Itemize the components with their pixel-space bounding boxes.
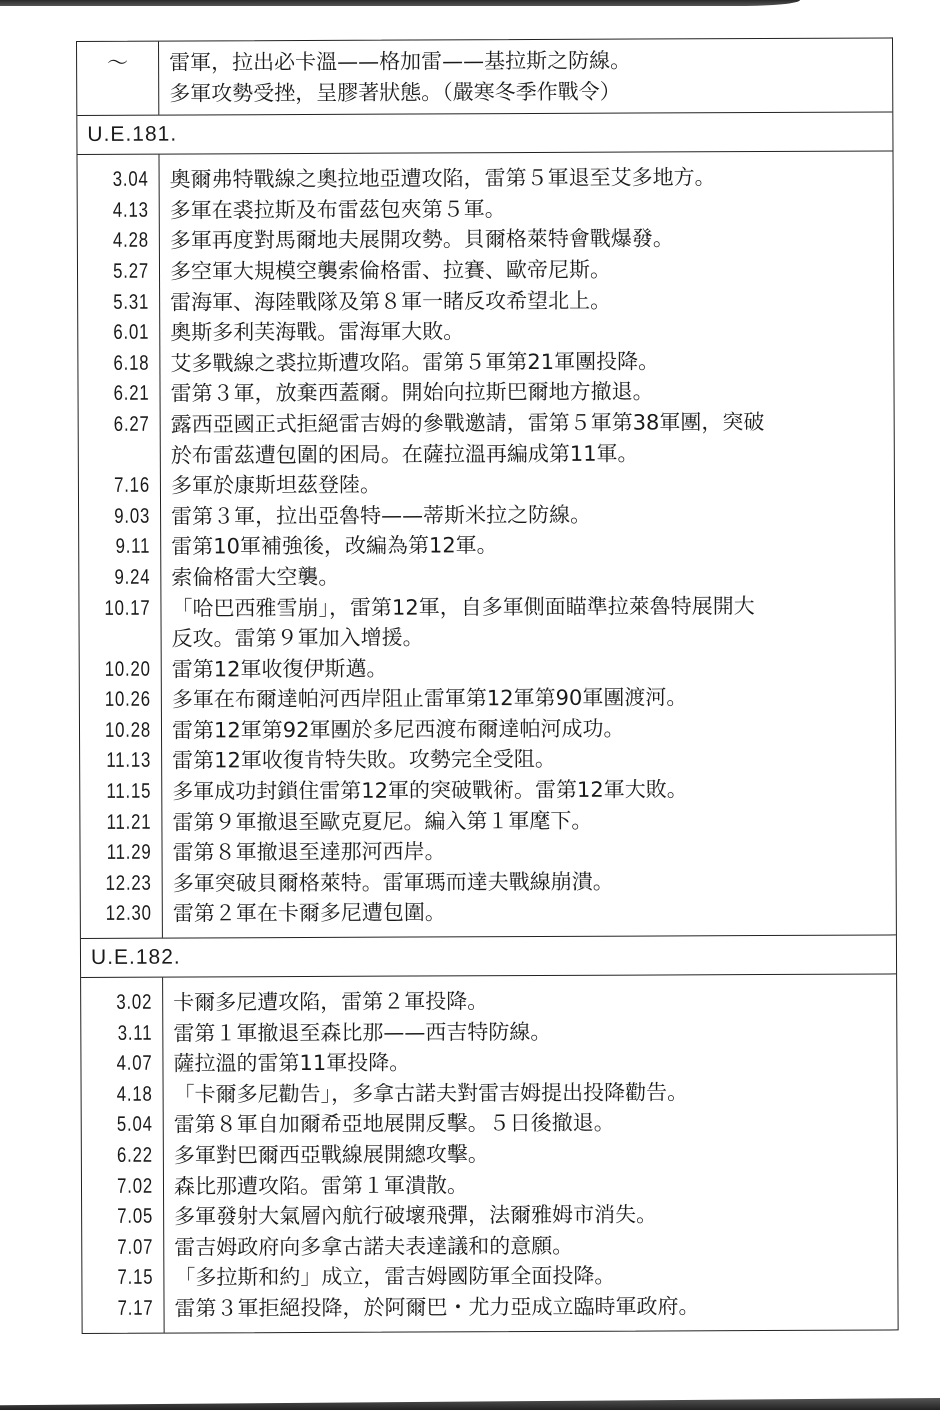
event-date: 10.28 (104, 718, 152, 742)
date-column (77, 155, 162, 938)
event-text: 雷第12軍第92軍團於多尼西渡布爾達帕河成功。 (171, 716, 625, 743)
year-header-row (77, 113, 892, 156)
event-date (93, 440, 150, 471)
event-text: 多軍再度對馬爾地夫展開攻勢。貝爾格萊特會戰爆發。 (169, 226, 674, 253)
event-text: 雷第９軍撤退至歐克夏尼。編入第１軍麾下。 (172, 808, 593, 835)
event-date: 3.02 (116, 990, 153, 1014)
event-text: 「多拉斯和約」成立，雷吉姆國防軍全面投降。 (174, 1264, 616, 1290)
event-text: 雷第８軍撤退至達那河西岸。 (172, 839, 446, 865)
event-date: 5.31 (113, 290, 150, 314)
event-text: 雷第12軍收復伊斯邁。 (171, 656, 388, 682)
event-date: 10.26 (104, 687, 151, 712)
event-date: 9.24 (114, 565, 151, 589)
event-text: 雷第３軍，拉出亞魯特——蒂斯米拉之防線。 (171, 502, 592, 529)
event-text: 露西亞國正式拒絕雷吉姆的參戰邀請，雷第５軍第38軍團，突破 (170, 409, 765, 437)
event-date: 11.15 (106, 779, 152, 803)
event-text: 多軍在裘拉斯及布雷茲包夾第５軍。 (169, 196, 506, 223)
event-text: 反攻。雷第９軍加入增援。 (171, 625, 424, 651)
event-date: 4.28 (112, 229, 149, 253)
event-text: 雷吉姆政府向多拿古諾夫表達議和的意願。 (174, 1233, 574, 1260)
event-text: 雷第３軍，放棄西蓋爾。開始向拉斯巴爾地方撤退。 (170, 379, 654, 406)
event-text: 卡爾多尼遭攻陷，雷第２軍投降。 (173, 989, 489, 1015)
year-header-row (81, 935, 896, 978)
event-date: 6.27 (113, 412, 150, 436)
event-date: 7.02 (117, 1174, 154, 1198)
event-text: 奧斯多利芙海戰。雷海軍大敗。 (170, 319, 465, 345)
intro-date (77, 42, 159, 116)
event-text: 索倫格雷大空襲。 (171, 564, 340, 590)
year-header: U.E.182. (90, 945, 181, 969)
event-text: 多軍對巴爾西亞戰線展開總攻擊。 (173, 1142, 489, 1168)
event-date: 12.23 (105, 871, 152, 895)
event-date: 3.04 (112, 167, 149, 192)
event-date: 11.29 (106, 840, 152, 865)
scan-edge-top (0, 0, 800, 6)
event-column (159, 152, 895, 938)
event-text: 薩拉溫的雷第11軍投降。 (173, 1050, 411, 1076)
event-date: 10.17 (104, 596, 151, 620)
event-text: 雷第10軍補強後，改編為第12軍。 (171, 533, 498, 559)
scan-edge-bottom (0, 1398, 940, 1410)
event-column (163, 974, 898, 1332)
date-column (81, 978, 165, 1333)
intro-text (159, 38, 892, 114)
event-date: 9.11 (115, 534, 151, 559)
event-text: 森比那遭攻陷。雷第１軍潰散。 (173, 1172, 469, 1199)
event-text: 多軍突破貝爾格萊特。雷軍瑪而達夫戰線崩潰。 (172, 869, 614, 896)
timeline-table (76, 37, 899, 1333)
event-text: 雷第１軍撤退至森比那——西吉特防線。 (173, 1019, 552, 1046)
event-date: 3.11 (117, 1021, 153, 1045)
event-date: 11.13 (106, 749, 152, 773)
year-header: U.E.181. (87, 122, 178, 147)
event-date: 12.30 (105, 902, 152, 926)
event-date: 4.07 (116, 1051, 153, 1076)
event-text: 雷第12軍收復肯特失敗。攻勢完全受阻。 (172, 747, 556, 774)
event-text: 雷第２軍在卡爾多尼遭包圍。 (172, 900, 446, 927)
event-text: 多軍發射大氣層內航行破壞飛彈，法爾雅姆市消失。 (174, 1202, 658, 1229)
event-text: 雷海軍、海陸戰隊及第８軍一睹反攻希望北上。 (170, 288, 612, 315)
intro-line: 雷軍，拉出必卡溫——格加雷——基拉斯之防線。 (169, 48, 632, 75)
event-date: 5.04 (116, 1113, 153, 1137)
event-date: 5.27 (113, 259, 150, 283)
event-date: 7.17 (117, 1296, 154, 1320)
event-text: 於布雷茲遭包圍的困局。在薩拉溫再編成第11軍。 (170, 441, 639, 468)
event-date: 7.15 (117, 1266, 154, 1290)
entries-block (77, 152, 895, 939)
event-text: 「哈巴西雅雪崩」，雷第12軍，自多軍側面瞄準拉萊魯特展開大 (171, 593, 755, 621)
event-date: 9.03 (114, 504, 151, 528)
event-date: 11.21 (106, 810, 152, 834)
event-date (94, 624, 151, 655)
event-text: 「卡爾多尼勸告」，多拿古諾夫對雷吉姆提出投降勸告。 (173, 1080, 689, 1107)
event-text: 艾多戰線之裘拉斯遭攻陷。雷第５軍第21軍團投降。 (170, 349, 660, 376)
event-date: 7.05 (117, 1204, 154, 1229)
entries-block (81, 974, 898, 1332)
event-text: 多軍在布爾達帕河西岸阻止雷軍第12軍第90軍團渡河。 (171, 685, 688, 712)
sections (77, 113, 897, 1333)
intro-line: 多軍攻勢受挫，呈膠著狀態。（嚴寒冬季作戰令） (169, 79, 621, 106)
intro-row (77, 38, 892, 116)
event-date: 6.22 (116, 1143, 153, 1167)
tilde-mark: ～ (107, 50, 129, 75)
event-text: 多軍於康斯坦茲登陸。 (170, 472, 381, 498)
event-date: 10.20 (104, 657, 151, 681)
event-date: 7.16 (113, 473, 150, 497)
event-date: 4.18 (116, 1082, 153, 1106)
event-text: 多軍成功封鎖住雷第12軍的突破戰術。雷第12軍大敗。 (172, 777, 688, 804)
event-text: 雷第８軍自加爾希亞地展開反擊。５日後撤退。 (173, 1111, 615, 1137)
event-text: 多空軍大規模空襲索倫格雷、拉賽、歐帝尼斯。 (169, 257, 612, 284)
event-date: 7.07 (117, 1235, 154, 1259)
event-date: 4.13 (112, 198, 149, 222)
event-date: 6.18 (113, 351, 150, 375)
event-date: 6.01 (113, 320, 150, 344)
event-date: 6.21 (113, 382, 150, 406)
event-text: 奧爾弗特戰線之奧拉地亞遭攻陷，雷第５軍退至艾多地方。 (169, 165, 716, 192)
event-text: 雷第３軍拒絕投降，於阿爾巴・尤力亞成立臨時軍政府。 (174, 1294, 700, 1321)
